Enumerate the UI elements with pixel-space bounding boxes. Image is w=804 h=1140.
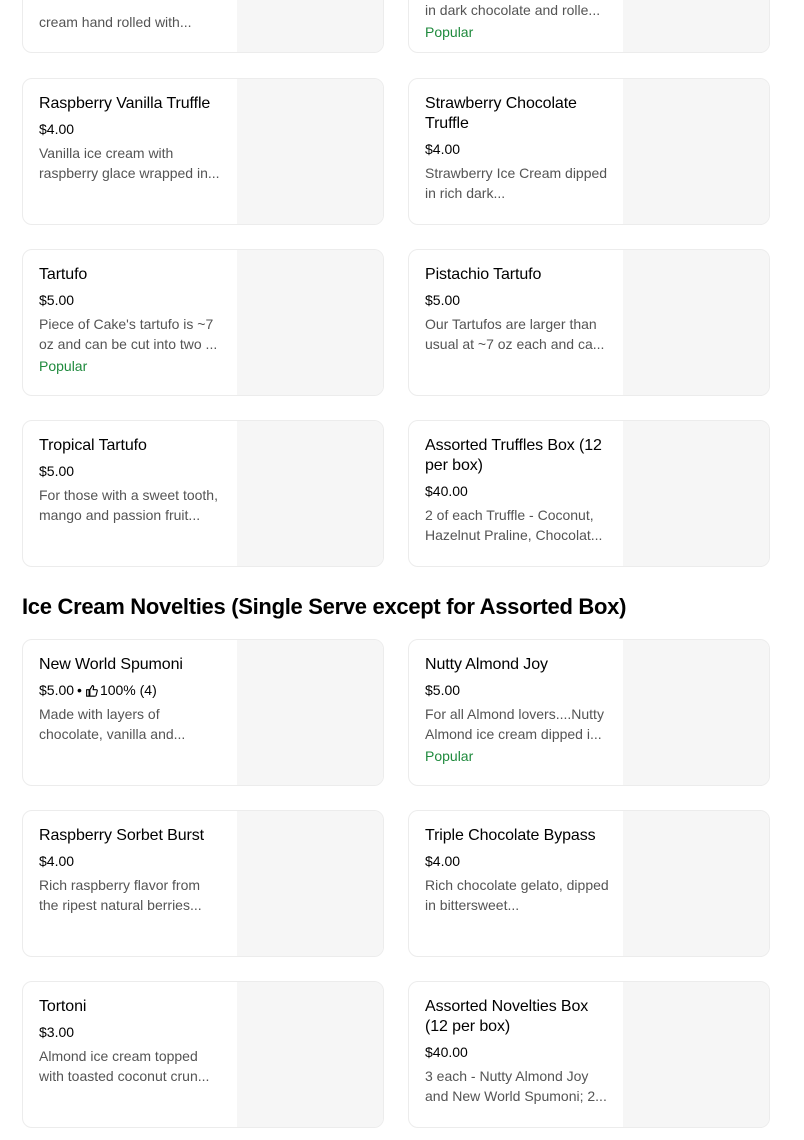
- menu-item-info: [39, 997, 223, 1086]
- menu-item-description: Rich chocolate gelato, dipped in bittersweet...: [425, 877, 609, 913]
- menu-item-image: [623, 640, 769, 785]
- menu-item-info: [425, 94, 609, 203]
- menu-item-info: [39, 94, 223, 183]
- menu-item-price: $5.00: [39, 682, 75, 698]
- menu-item-card[interactable]: [22, 810, 384, 957]
- menu-item-price: $5.00: [425, 682, 461, 698]
- menu-item-name: Assorted Truffles Box (12 per box): [425, 437, 602, 474]
- menu-item-image: [237, 982, 383, 1127]
- menu-item-info: [425, 265, 609, 354]
- menu-item-name: Assorted Novelties Box (12 per box): [425, 998, 589, 1035]
- menu-item-card[interactable]: [22, 78, 384, 225]
- menu-item-image: [623, 421, 769, 566]
- menu-item-description: Strawberry Ice Cream dipped in rich dark...: [425, 165, 608, 201]
- menu-item-description: Piece of Cake's tartufo is ~7 oz and can be cut into two ...: [39, 316, 218, 352]
- menu-item-description: 2 of each Truffle - Coconut, Hazelnut Praline, Chocolat...: [425, 507, 603, 543]
- menu-item-image: [237, 0, 383, 52]
- menu-item-card[interactable]: [408, 78, 770, 225]
- menu-item-card[interactable]: [22, 639, 384, 786]
- menu-item-name: New World Spumoni: [39, 656, 183, 673]
- menu-item-image: [237, 79, 383, 224]
- menu-item-card[interactable]: [408, 810, 770, 957]
- menu-item-description: Made with layers of chocolate, vanilla and...: [39, 706, 186, 742]
- menu-item-info: [39, 265, 223, 376]
- menu-item-price: $4.00: [39, 121, 75, 137]
- thumbs-up-icon: [85, 684, 98, 697]
- menu-item-name: Tortoni: [39, 998, 87, 1015]
- menu-item-name: Triple Chocolate Bypass: [425, 827, 596, 844]
- menu-item-description: Rich raspberry flavor from the ripest natural berries...: [39, 877, 202, 913]
- menu-item-description: in dark chocolate and rolle...: [425, 2, 601, 18]
- menu-item-description: cream hand rolled with...: [39, 14, 192, 30]
- menu-item-description: Vanilla ice cream with raspberry glace wrapped in...: [39, 145, 220, 181]
- section-title: Ice Cream Novelties (Single Serve except for Assorted Box): [22, 594, 627, 619]
- menu-item-info: [425, 655, 609, 766]
- menu-item-image: [623, 811, 769, 956]
- menu-item-name: Raspberry Sorbet Burst: [39, 827, 204, 844]
- menu-item-price: $4.00: [425, 141, 461, 157]
- menu-item-price: $5.00: [39, 463, 75, 479]
- menu-item-image: [237, 250, 383, 395]
- rating-text: 100% (4): [99, 682, 157, 698]
- menu-item-description: For those with a sweet tooth, mango and passion fruit...: [39, 487, 218, 523]
- menu-item-card[interactable]: [408, 981, 770, 1128]
- menu-item-price: $4.00: [39, 853, 75, 869]
- menu-item-info: [39, 826, 223, 915]
- menu-item-image: [623, 982, 769, 1127]
- popular-badge: Popular: [425, 24, 474, 40]
- menu-item-price: $40.00: [425, 483, 468, 499]
- menu-item-name: Tropical Tartufo: [39, 437, 147, 454]
- menu-item-info: [425, 826, 609, 915]
- menu-item-price: $5.00: [39, 292, 75, 308]
- menu-item-image: [237, 421, 383, 566]
- menu-item-card[interactable]: [22, 420, 384, 567]
- popular-badge: Popular: [39, 358, 88, 374]
- menu-item-price: $3.00: [39, 1024, 75, 1040]
- menu-item-card[interactable]: [408, 420, 770, 567]
- separator-dot: •: [77, 682, 82, 698]
- menu-item-description: Our Tartufos are larger than usual at ~7 oz each and ca...: [425, 316, 605, 352]
- menu-item-image: [623, 0, 769, 52]
- menu-item-name: Raspberry Vanilla Truffle: [39, 95, 211, 112]
- menu-item-card[interactable]: [22, 981, 384, 1128]
- menu-item-name: Tartufo: [39, 266, 88, 283]
- menu-item-card[interactable]: [22, 249, 384, 396]
- menu-item-card[interactable]: [408, 0, 770, 53]
- menu-item-name: Pistachio Tartufo: [425, 266, 542, 283]
- menu-item-description: Almond ice cream topped with toasted coconut crun...: [39, 1048, 210, 1084]
- menu-item-image: [237, 811, 383, 956]
- menu-item-info: [39, 12, 223, 32]
- menu-item-info: [425, 436, 609, 545]
- menu-item-name: Nutty Almond Joy: [425, 656, 548, 673]
- menu-item-info: [425, 0, 609, 42]
- menu-item-card[interactable]: [408, 639, 770, 786]
- menu-item-info: [425, 997, 609, 1106]
- menu-item-info: [39, 436, 223, 525]
- menu-item-price: $5.00: [425, 292, 461, 308]
- menu-item-name: Strawberry Chocolate Truffle: [425, 95, 577, 132]
- menu-item-image: [623, 250, 769, 395]
- menu-item-card[interactable]: [22, 0, 384, 53]
- menu-item-image: [237, 640, 383, 785]
- menu-item-card[interactable]: [408, 249, 770, 396]
- menu-item-price: $40.00: [425, 1044, 468, 1060]
- popular-badge: Popular: [425, 748, 474, 764]
- menu-item-price: $4.00: [425, 853, 461, 869]
- menu-item-image: [623, 79, 769, 224]
- menu-item-description: 3 each - Nutty Almond Joy and New World Spumoni; 2...: [425, 1068, 607, 1104]
- menu-item-info: [39, 655, 223, 744]
- menu-item-description: For all Almond lovers....Nutty Almond ice cream dipped i...: [425, 706, 604, 742]
